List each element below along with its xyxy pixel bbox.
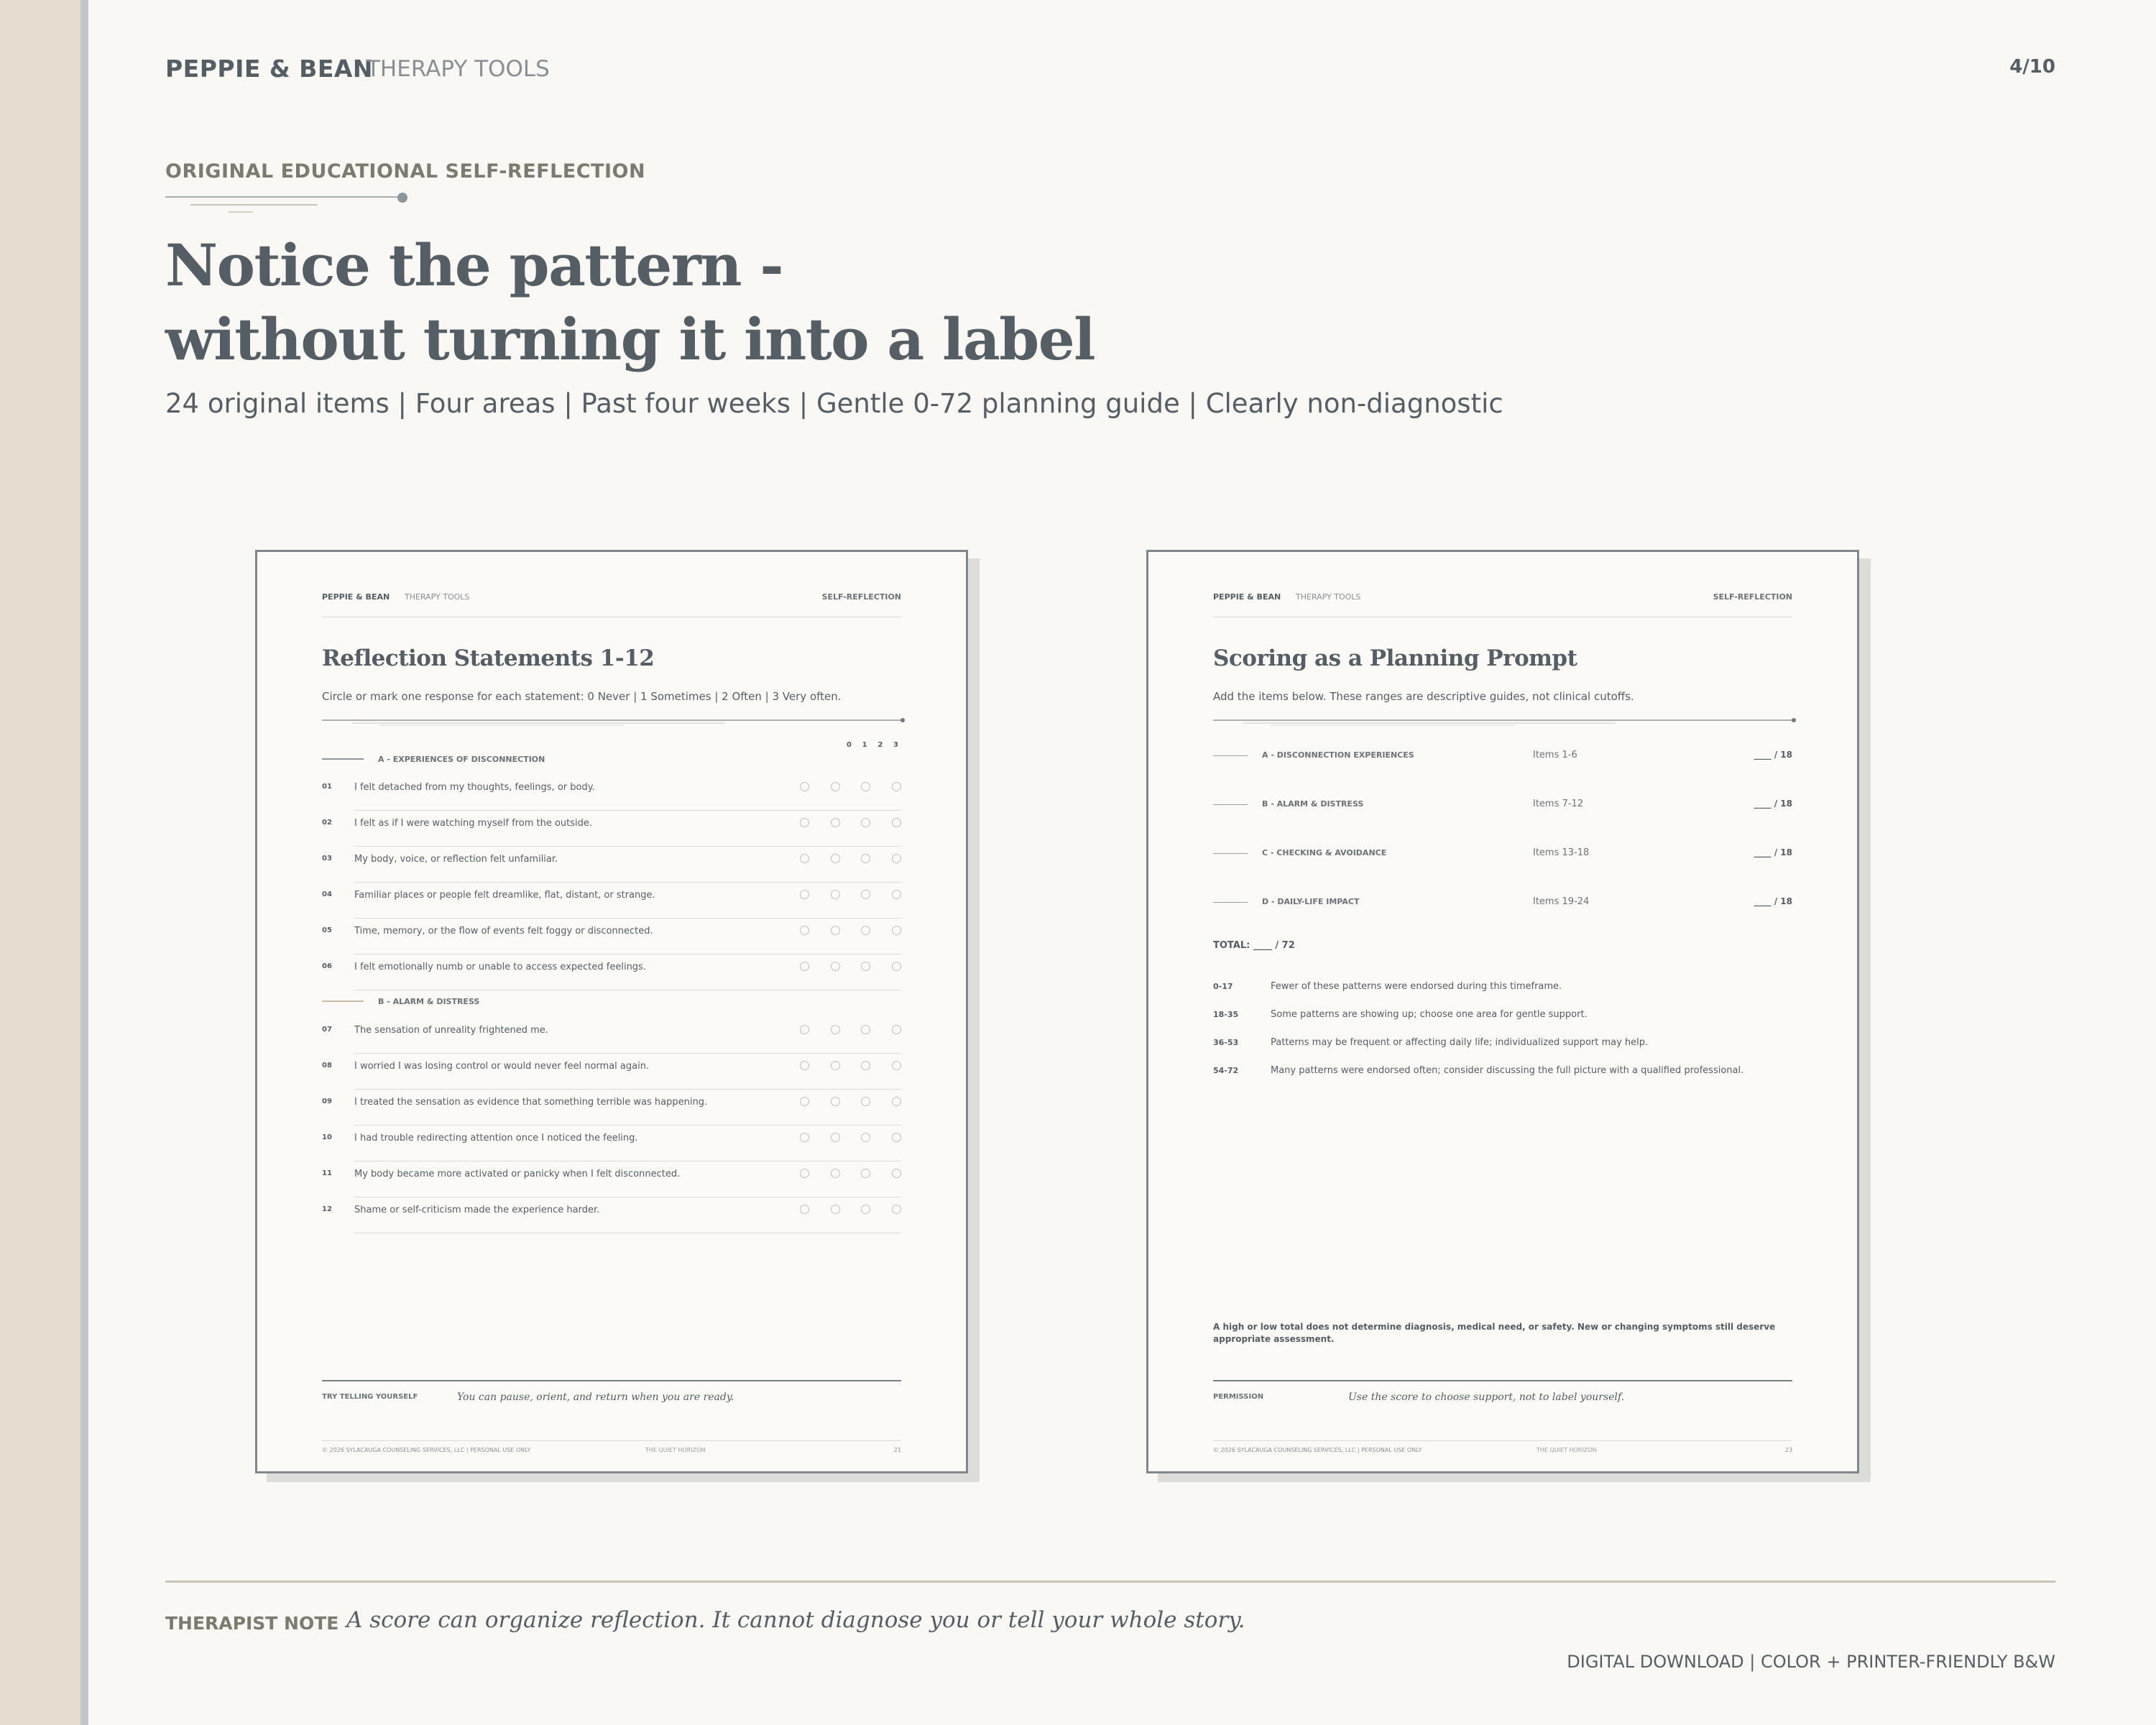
statement-text: The sensation of unreality frightened me. bbox=[354, 1025, 548, 1036]
card-title: Scoring as a Planning Prompt bbox=[1213, 645, 1577, 671]
response-options bbox=[800, 1097, 901, 1106]
response-radio[interactable] bbox=[892, 1025, 901, 1034]
response-scale-header bbox=[844, 741, 901, 749]
response-radio[interactable] bbox=[831, 1169, 840, 1178]
range-text: Many patterns were endorsed often; consider discussing the full picture with a qualified professional. bbox=[1271, 1065, 1744, 1076]
statement-row bbox=[322, 883, 901, 919]
response-options bbox=[800, 854, 901, 863]
response-radio[interactable] bbox=[831, 1025, 840, 1034]
statement-text: My body became more activated or panicky when I felt disconnected. bbox=[354, 1169, 681, 1179]
card-instructions: Circle or mark one response for each statement: 0 Never | 1 Sometimes | 2 Often | 3 Very often. bbox=[322, 690, 842, 703]
left-band-stripe bbox=[80, 0, 88, 1725]
statement-number: 07 bbox=[322, 1026, 332, 1034]
therapist-note-label: THERAPIST NOTE bbox=[165, 1613, 339, 1634]
response-radio[interactable] bbox=[831, 1205, 840, 1214]
statement-text: I treated the sensation as evidence that something terrible was happening. bbox=[354, 1097, 708, 1108]
response-radio[interactable] bbox=[831, 818, 840, 827]
response-radio[interactable] bbox=[800, 782, 809, 791]
statement-number: 05 bbox=[322, 926, 332, 934]
card-instructions: Add the items below. These ranges are descriptive guides, not clinical cutoffs. bbox=[1213, 690, 1634, 703]
card-page-number: 21 bbox=[893, 1447, 901, 1453]
statement-number: 02 bbox=[322, 819, 332, 827]
title-line-1: Notice the pattern - bbox=[165, 231, 783, 299]
card-subbrand: THERAPY TOOLS bbox=[1296, 592, 1361, 602]
footer-quote: You can pause, orient, and return when you are ready. bbox=[457, 1392, 734, 1403]
response-radio[interactable] bbox=[800, 1169, 809, 1178]
response-radio[interactable] bbox=[831, 1133, 840, 1142]
score-items: Items 7-12 bbox=[1533, 799, 1584, 809]
response-radio[interactable] bbox=[800, 1025, 809, 1034]
scale-2: 2 bbox=[877, 741, 883, 749]
card-rule bbox=[322, 717, 906, 727]
page-title bbox=[165, 229, 1095, 377]
footer-rule bbox=[322, 1380, 901, 1381]
card-page-number: 23 bbox=[1784, 1447, 1792, 1453]
response-radio[interactable] bbox=[800, 890, 809, 899]
response-radio[interactable] bbox=[892, 962, 901, 971]
score-blank[interactable]: ____ / 18 bbox=[1754, 750, 1792, 760]
response-radio[interactable] bbox=[892, 926, 901, 935]
response-radio[interactable] bbox=[892, 1205, 901, 1214]
response-options bbox=[800, 1025, 901, 1034]
response-radio[interactable] bbox=[800, 1133, 809, 1142]
response-radio[interactable] bbox=[800, 926, 809, 935]
footer-rule bbox=[1213, 1380, 1792, 1381]
score-row bbox=[1213, 748, 1792, 765]
response-radio[interactable] bbox=[861, 1061, 870, 1070]
statement-row bbox=[322, 1197, 901, 1233]
response-radio[interactable] bbox=[861, 782, 870, 791]
footer-label: PERMISSION bbox=[1213, 1393, 1264, 1401]
statement-text: My body, voice, or reflection felt unfamiliar. bbox=[354, 854, 558, 865]
range-key: 36-53 bbox=[1213, 1038, 1239, 1047]
response-options bbox=[800, 818, 901, 827]
statement-number: 08 bbox=[322, 1062, 332, 1070]
response-radio[interactable] bbox=[892, 890, 901, 899]
response-radio[interactable] bbox=[892, 1097, 901, 1106]
response-radio[interactable] bbox=[892, 1133, 901, 1142]
response-radio[interactable] bbox=[800, 1061, 809, 1070]
disclaimer: A high or low total does not determine diagnosis, medical need, or safety. New or changing symptoms still deserve appropriate assessment. bbox=[1213, 1322, 1776, 1344]
score-items: Items 19-24 bbox=[1533, 896, 1590, 907]
footer-quote: Use the score to choose support, not to label yourself. bbox=[1348, 1392, 1625, 1403]
response-radio[interactable] bbox=[800, 1097, 809, 1106]
range-key: 0-17 bbox=[1213, 982, 1233, 991]
statement-row bbox=[322, 811, 901, 847]
section-a-heading bbox=[322, 752, 545, 766]
statement-number: 11 bbox=[322, 1169, 332, 1177]
series-name: THE QUIET HORIZON bbox=[645, 1447, 706, 1453]
copyright-divider bbox=[322, 1440, 901, 1441]
statement-row bbox=[322, 1018, 901, 1054]
eyebrow-label: ORIGINAL EDUCATIONAL SELF-REFLECTION bbox=[165, 160, 646, 183]
response-radio[interactable] bbox=[861, 1133, 870, 1142]
card-title: Reflection Statements 1-12 bbox=[322, 645, 655, 671]
copyright-divider bbox=[1213, 1440, 1792, 1441]
range-text: Fewer of these patterns were endorsed during this timeframe. bbox=[1271, 981, 1562, 992]
response-options bbox=[800, 962, 901, 971]
score-row bbox=[1213, 796, 1792, 814]
statement-text: I had trouble redirecting attention once I noticed the feeling. bbox=[354, 1133, 638, 1144]
statement-text: I felt detached from my thoughts, feelings, or body. bbox=[354, 782, 595, 793]
score-blank[interactable]: ____ / 18 bbox=[1754, 799, 1792, 809]
page-subtitle: 24 original items | Four areas | Past four weeks | Gentle 0-72 planning guide | Clearly non-diagnostic bbox=[165, 388, 1503, 419]
statement-text: Time, memory, or the flow of events felt foggy or disconnected. bbox=[354, 926, 653, 937]
response-radio[interactable] bbox=[861, 962, 870, 971]
statement-row bbox=[322, 954, 901, 990]
statement-number: 10 bbox=[322, 1133, 332, 1141]
range-key: 18-35 bbox=[1213, 1010, 1239, 1019]
response-radio[interactable] bbox=[861, 1169, 870, 1178]
response-options bbox=[800, 890, 901, 899]
range-key: 54-72 bbox=[1213, 1066, 1239, 1075]
response-options bbox=[800, 1061, 901, 1070]
response-radio[interactable] bbox=[861, 1205, 870, 1214]
response-options bbox=[800, 1133, 901, 1142]
statement-text: I felt emotionally numb or unable to access expected feelings. bbox=[354, 962, 646, 972]
response-radio[interactable] bbox=[831, 782, 840, 791]
decorative-lines bbox=[165, 188, 410, 217]
range-text: Some patterns are showing up; choose one area for gentle support. bbox=[1271, 1009, 1588, 1020]
response-radio[interactable] bbox=[861, 1025, 870, 1034]
statement-number: 03 bbox=[322, 855, 332, 862]
score-section-name: D - DAILY-LIFE IMPACT bbox=[1262, 897, 1360, 906]
statement-row bbox=[322, 1126, 901, 1162]
statement-row bbox=[322, 775, 901, 811]
card-subbrand: THERAPY TOOLS bbox=[405, 592, 470, 602]
footer-label: TRY TELLING YOURSELF bbox=[322, 1393, 418, 1401]
section-b-label: B - ALARM & DISTRESS bbox=[378, 996, 480, 1006]
note-divider bbox=[165, 1581, 2055, 1583]
scale-1: 1 bbox=[862, 741, 867, 749]
card-rule bbox=[1213, 717, 1797, 727]
brand-subtitle: THERAPY TOOLS bbox=[367, 56, 550, 82]
card-brand: PEPPIE & BEAN bbox=[1213, 592, 1281, 602]
response-radio[interactable] bbox=[892, 818, 901, 827]
statement-number: 09 bbox=[322, 1098, 332, 1105]
worksheet-preview-left bbox=[255, 550, 968, 1473]
range-row bbox=[1213, 980, 1792, 996]
statement-row bbox=[322, 1090, 901, 1126]
score-row-line bbox=[1213, 755, 1248, 756]
response-radio[interactable] bbox=[892, 1061, 901, 1070]
worksheet-preview-right bbox=[1146, 550, 1859, 1473]
therapist-note-text: A score can organize reflection. It cannot diagnose you or tell your whole story. bbox=[346, 1607, 1245, 1633]
range-row bbox=[1213, 1036, 1792, 1052]
brand-name: PEPPIE & BEAN bbox=[165, 55, 374, 83]
response-radio[interactable] bbox=[831, 1061, 840, 1070]
series-name: THE QUIET HORIZON bbox=[1537, 1447, 1597, 1453]
score-blank[interactable]: ____ / 18 bbox=[1754, 896, 1792, 906]
total-score[interactable]: TOTAL: ____ / 72 bbox=[1213, 940, 1295, 951]
score-items: Items 1-6 bbox=[1533, 750, 1577, 760]
section-a-label: A - EXPERIENCES OF DISCONNECTION bbox=[378, 754, 545, 764]
response-radio[interactable] bbox=[861, 818, 870, 827]
card-brand: PEPPIE & BEAN bbox=[322, 592, 390, 602]
response-radio[interactable] bbox=[831, 854, 840, 863]
score-row-line bbox=[1213, 804, 1248, 805]
score-section-name: C - CHECKING & AVOIDANCE bbox=[1262, 848, 1387, 857]
response-radio[interactable] bbox=[861, 854, 870, 863]
score-section-name: B - ALARM & DISTRESS bbox=[1262, 799, 1364, 809]
response-radio[interactable] bbox=[831, 890, 840, 899]
scale-0: 0 bbox=[847, 741, 852, 749]
statement-text: I worried I was losing control or would never feel normal again. bbox=[354, 1061, 650, 1072]
response-radio[interactable] bbox=[800, 818, 809, 827]
statement-row bbox=[322, 919, 901, 954]
response-radio[interactable] bbox=[800, 962, 809, 971]
statement-text: I felt as if I were watching myself from the outside. bbox=[354, 818, 593, 829]
scale-3: 3 bbox=[893, 741, 898, 749]
score-section-name: A - DISCONNECTION EXPERIENCES bbox=[1262, 750, 1414, 760]
copyright: © 2026 SYLACAUGA COUNSELING SERVICES, LLC | PERSONAL USE ONLY bbox=[322, 1447, 531, 1453]
section-a-line bbox=[322, 758, 364, 760]
section-b-heading bbox=[322, 994, 479, 1008]
card-tag: SELF-REFLECTION bbox=[1713, 592, 1792, 602]
response-radio[interactable] bbox=[861, 890, 870, 899]
statement-row bbox=[322, 1054, 901, 1090]
score-items: Items 13-18 bbox=[1533, 847, 1590, 858]
score-row-line bbox=[1213, 902, 1248, 903]
response-radio[interactable] bbox=[892, 1169, 901, 1178]
response-options bbox=[800, 1169, 901, 1178]
statement-text: Familiar places or people felt dreamlike, flat, distant, or strange. bbox=[354, 890, 655, 901]
response-radio[interactable] bbox=[892, 854, 901, 863]
score-row bbox=[1213, 894, 1792, 911]
score-row-line bbox=[1213, 853, 1248, 854]
title-line-2: without turning it into a label bbox=[165, 305, 1095, 373]
response-radio[interactable] bbox=[800, 1205, 809, 1214]
statement-text: Shame or self-criticism made the experience harder. bbox=[354, 1205, 600, 1215]
response-options bbox=[800, 782, 901, 791]
response-radio[interactable] bbox=[861, 1097, 870, 1106]
statement-number: 06 bbox=[322, 962, 332, 970]
score-blank[interactable]: ____ / 18 bbox=[1754, 847, 1792, 857]
range-row bbox=[1213, 1008, 1792, 1024]
response-radio[interactable] bbox=[861, 926, 870, 935]
statement-number: 01 bbox=[322, 783, 332, 791]
copyright: © 2026 SYLACAUGA COUNSELING SERVICES, LLC | PERSONAL USE ONLY bbox=[1213, 1447, 1422, 1453]
response-options bbox=[800, 926, 901, 935]
download-info: DIGITAL DOWNLOAD | COLOR + PRINTER-FRIENDLY B&W bbox=[1567, 1652, 2055, 1672]
response-radio[interactable] bbox=[800, 854, 809, 863]
response-radio[interactable] bbox=[831, 926, 840, 935]
response-radio[interactable] bbox=[892, 782, 901, 791]
response-options bbox=[800, 1205, 901, 1214]
statement-row bbox=[322, 1162, 901, 1197]
left-color-band bbox=[0, 0, 80, 1725]
section-b-line bbox=[322, 1000, 364, 1002]
range-row bbox=[1213, 1064, 1792, 1080]
response-radio[interactable] bbox=[831, 962, 840, 971]
statement-number: 04 bbox=[322, 891, 332, 898]
score-row bbox=[1213, 845, 1792, 862]
slide-counter: 4/10 bbox=[2009, 56, 2055, 78]
response-radio[interactable] bbox=[831, 1097, 840, 1106]
range-text: Patterns may be frequent or affecting daily life; individualized support may help. bbox=[1271, 1037, 1649, 1048]
statement-row bbox=[322, 847, 901, 883]
card-tag: SELF-REFLECTION bbox=[821, 592, 901, 602]
statement-number: 12 bbox=[322, 1205, 332, 1213]
